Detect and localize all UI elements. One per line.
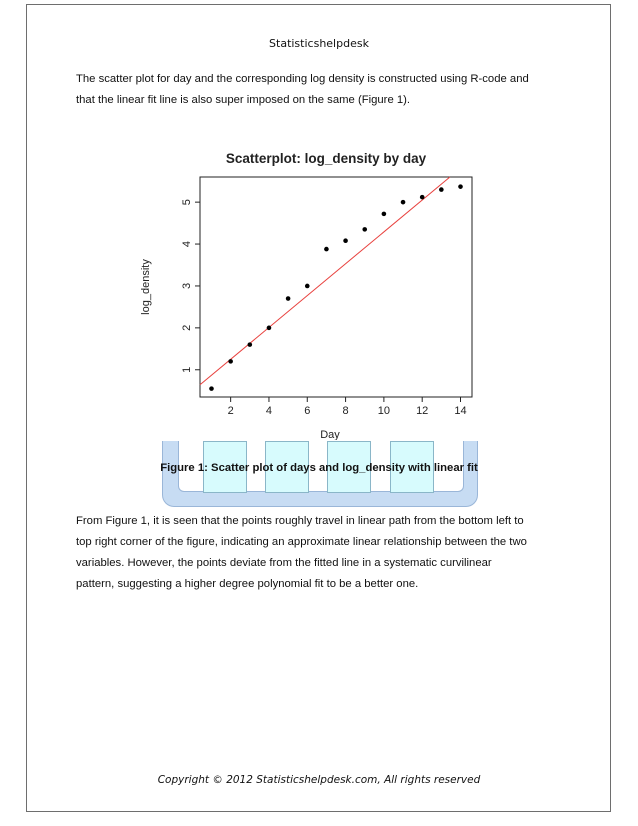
data-point [420,195,425,200]
y-tick-label: 5 [181,199,193,206]
data-point [286,296,291,301]
x-tick-label: 12 [416,405,429,417]
data-point [439,187,444,192]
y-axis [181,199,200,373]
figure-caption-frame [162,441,478,507]
x-tick-label: 2 [227,405,234,417]
x-axis-label: Day [320,429,340,440]
plot-frame [200,177,472,397]
paragraph-line: pattern, suggesting a higher degree polynomial fit to be a better one. [76,578,419,590]
scatter-plot-svg [130,140,490,440]
y-tick-label: 3 [181,282,193,290]
data-point [228,359,233,364]
data-point [362,227,367,232]
data-point [267,326,272,331]
x-tick-label: 8 [342,405,349,417]
fit-line [200,177,450,385]
x-tick-label: 14 [454,405,467,417]
scatter-chart [130,140,490,445]
data-point [382,212,387,217]
x-tick-label: 10 [377,405,391,417]
y-axis-label: log_density [140,259,152,315]
discussion-paragraph [76,511,576,595]
paragraph-line: From Figure 1, it is seen that the points roughly travel in linear path from the bottom left to [76,515,524,527]
data-point [401,200,406,205]
x-axis [228,397,467,417]
chart-title: Scatterplot: log_density by day [225,151,427,166]
fit-line-layer [200,177,450,385]
x-tick-label: 6 [304,405,311,417]
paragraph-line: The scatter plot for day and the corresponding log density is constructed using R-code and [76,73,529,85]
paragraph-line: variables. However, the points deviate from the fitted line in a systematic curvilinear [76,557,492,569]
y-tick-label: 1 [181,366,193,373]
data-point [324,247,329,252]
data-point [458,184,463,189]
data-point [305,284,310,289]
page-footer: Copyright © 2012 Statisticshelpdesk.com, All rights reserved [157,774,481,786]
paragraph-line: top right corner of the figure, indicating an approximate linear relationship between the two [76,536,527,548]
x-tick-label: 4 [265,405,273,417]
data-point [343,238,348,243]
page-header: Statisticshelpdesk [269,37,369,50]
paragraph-line: that the linear fit line is also super imposed on the same (Figure 1). [76,94,411,106]
points-layer [209,184,463,391]
intro-paragraph [76,69,576,111]
figure-caption: Figure 1: Scatter plot of days and log_density with linear fit [160,462,478,474]
y-tick-label: 2 [181,324,193,331]
data-point [209,386,214,391]
data-point [248,342,253,347]
y-tick-label: 4 [181,240,193,248]
